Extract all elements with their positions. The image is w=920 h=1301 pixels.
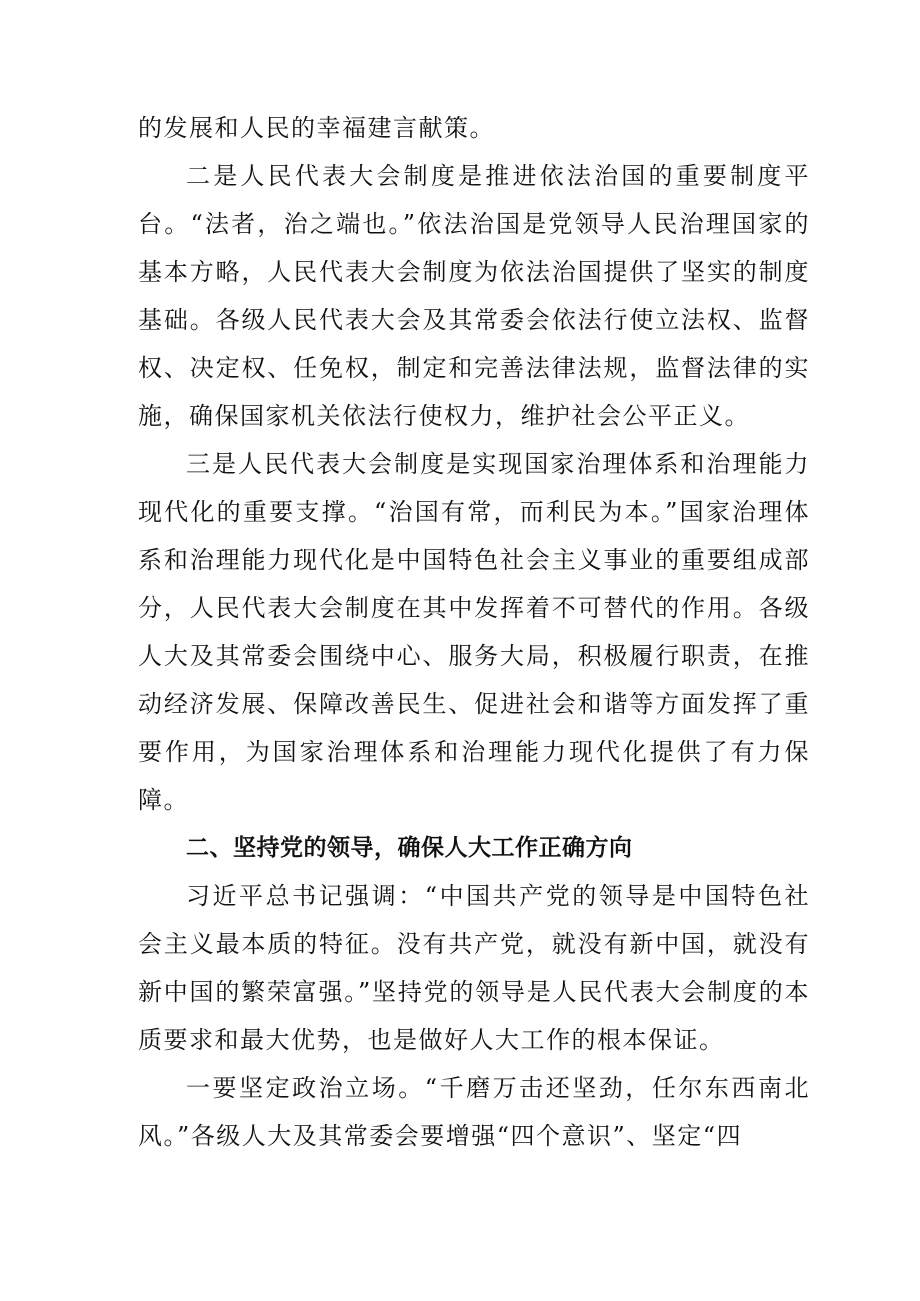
document-page: [138, 104, 810, 1160]
paragraph-continuation: 的发展和人民的幸福建言献策。: [138, 114, 495, 142]
paragraph-governance-modernization: 三是人民代表大会制度是实现国家治理体系和治理能力现代化的重要支撑。“治国有常，而利民为本。”国家治理体系和治理能力现代化是中国特色社会主义事业的重要组成部分，人民代表大会制度在其中发挥着不可替代的作用。各级人大及其常委会围绕中心、服务大局，积极履行职责，在推动经济发展、保障改善民生、促进社会和谐等方面发挥了重要作用，为国家治理体系和治理能力现代化提供了有力保障。: [138, 450, 810, 814]
paragraph-rule-of-law: 二是人民代表大会制度是推进依法治国的重要制度平台。“法者，治之端也。”依法治国是党领导人民治理国家的基本方略，人民代表大会制度为依法治国提供了坚实的制度基础。各级人民代表大会及其常委会依法行使立法权、监督权、决定权、任免权，制定和完善法律法规，监督法律的实施，确保国家机关依法行使权力，维护社会公平正义。: [138, 162, 810, 430]
paragraph-party-leadership: 习近平总书记强调：“中国共产党的领导是中国特色社会主义最本质的特征。没有共产党，就没有新中国，就没有新中国的繁荣富强。”坚持党的领导是人民代表大会制度的本质要求和最大优势，也是做好人大工作的根本保证。: [138, 882, 810, 1054]
paragraph-political-stance: 一要坚定政治立场。“千磨万击还坚劲，任尔东西南北风。”各级人大及其常委会要增强“四个意识”、坚定“四: [138, 1074, 810, 1150]
section-heading: 二、坚持党的领导，确保人大工作正确方向: [186, 835, 633, 861]
